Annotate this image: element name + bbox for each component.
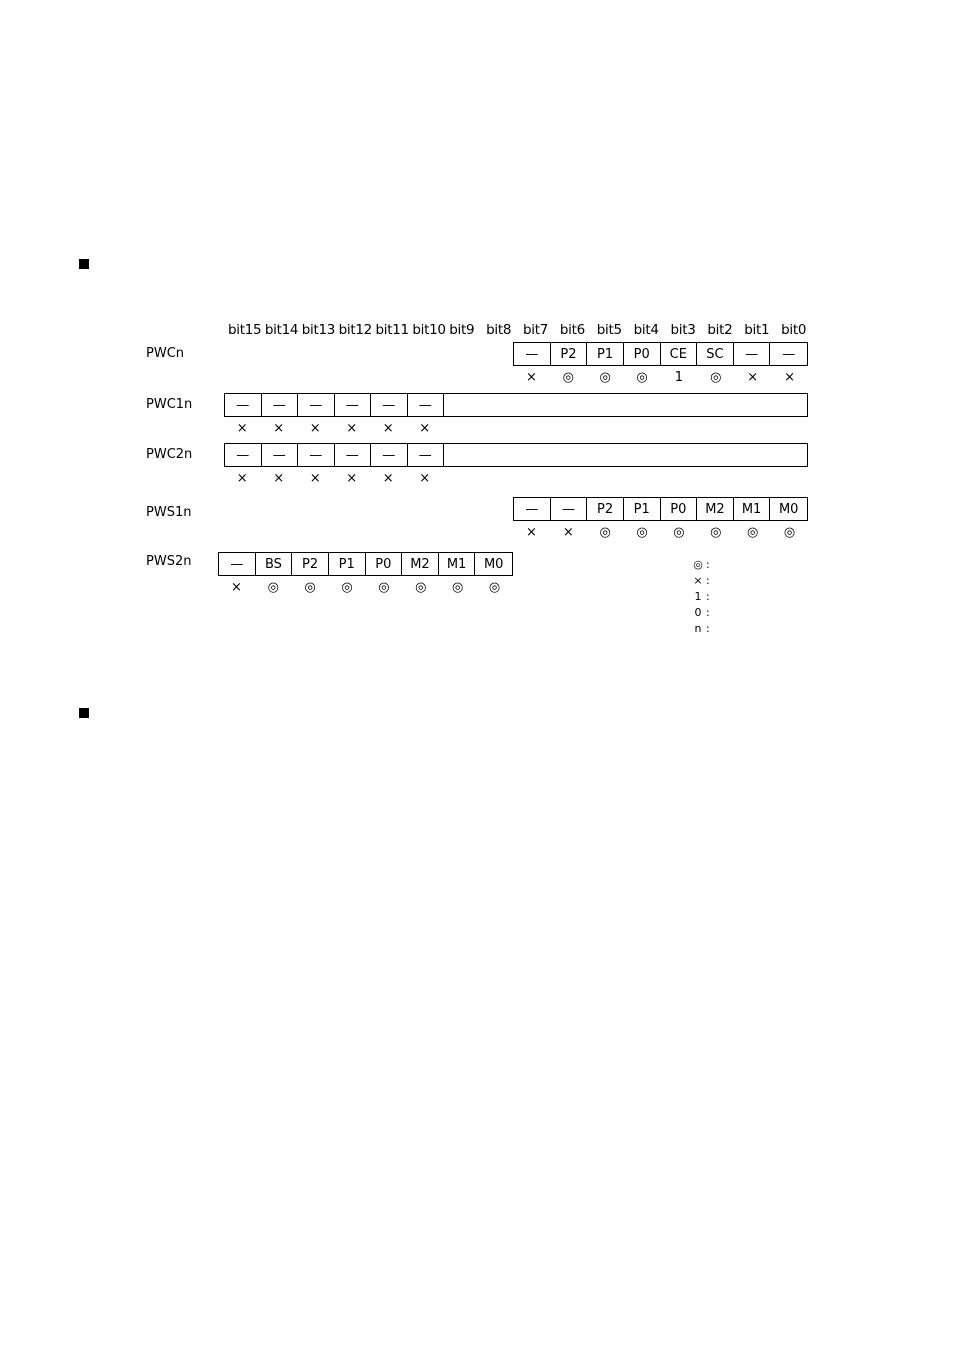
bit-label: bit6 [559,322,585,338]
bit-label: bit2 [707,322,733,338]
register-bit-cell: M0 [483,556,504,572]
legend-colon: : [706,606,710,619]
access-mark: × [346,470,358,486]
register-bit-cell: — [408,444,445,466]
access-mark: ◎ [562,369,574,385]
access-mark: ◎ [747,524,759,540]
register-bit-cell: CE [661,343,698,365]
access-mark: × [273,420,285,436]
legend-symbol: n [694,622,702,635]
bit-label: bit5 [596,322,622,338]
register-bit-cell: M2 [402,553,439,575]
access-mark: ◎ [341,579,353,595]
bit-label: bit10 [412,322,446,338]
access-mark: × [382,470,394,486]
access-mark: × [236,470,248,486]
register-bit-cell: P2 [292,553,329,575]
access-mark: × [419,420,431,436]
access-mark: ◎ [710,524,722,540]
access-mark: × [309,470,321,486]
register-bit-cell: P1 [587,343,624,365]
legend-row [690,574,750,590]
register-bit-cell: M0 [778,501,799,517]
register-bit-cell: — [782,346,796,362]
access-mark: ◎ [599,369,611,385]
register-bit-cell: — [225,394,262,416]
register-bit-cell: BS [256,553,293,575]
bit-labels [226,322,816,340]
access-mark: × [346,420,358,436]
legend-row [690,606,750,622]
bit-label: bit15 [228,322,262,338]
access-mark: ◎ [267,579,279,595]
register-bit-cell: — [262,394,299,416]
access-mark: × [230,579,242,595]
register-bit-cell: — [298,444,335,466]
access-mark: ◎ [415,579,427,595]
legend-symbol: × [693,574,703,587]
legend-row [690,622,750,638]
access-mark: ◎ [378,579,390,595]
register-bit-cell: SC [697,343,734,365]
access-mark: ◎ [488,579,501,595]
bit-label: bit4 [633,322,659,338]
register-bit-cell: — [408,394,445,416]
register-pwcn [513,342,808,366]
register-name-pwcn: PWCn [146,346,185,361]
register-pws1n [513,497,808,521]
register-bit-cell: P0 [661,498,698,520]
register-unused-area [444,444,807,466]
register-bit-cell: — [734,343,771,365]
legend-colon: : [706,558,710,571]
legend-symbol: 1 [694,590,702,603]
bit-label: bit0 [781,322,807,338]
bit-label: bit9 [449,322,475,338]
bit-label: bit14 [264,322,299,338]
access-mark: ◎ [452,579,464,595]
register-bit-cell: P2 [551,343,588,365]
bit-label: bit13 [301,322,336,338]
access-mark: ◎ [710,369,722,385]
register-bit-cell: — [551,498,588,520]
bit-label: bit1 [744,322,770,338]
access-mark: × [273,470,285,486]
bit-label: bit12 [338,322,372,338]
access-mark: ◎ [636,524,648,540]
register-bit-cell: — [335,394,372,416]
access-mark: × [419,470,431,486]
marks-pws1n [513,524,808,540]
bit-label: bit7 [523,322,549,338]
marks-pws2n [218,579,513,595]
access-mark: ◎ [673,524,685,540]
legend-row [690,558,750,574]
register-bit-cell: P0 [366,553,403,575]
register-name-pwc1n: PWC1n [146,397,193,412]
access-mark: × [525,369,537,385]
register-bit-cell: M1 [439,553,476,575]
register-bit-cell: P2 [587,498,624,520]
access-mark: ◎ [636,369,648,385]
register-bit-cell: P1 [329,553,366,575]
register-bit-cell: P1 [624,498,661,520]
access-mark: × [747,369,759,385]
legend-symbol: 0 [694,606,702,619]
register-name-pwc2n: PWC2n [146,447,193,462]
register-bit-cell: M1 [734,498,771,520]
access-mark: × [562,524,574,540]
legend-colon: : [706,622,710,635]
access-mark: 1 [674,369,684,385]
register-name-pws2n: PWS2n [146,554,192,569]
register-bit-cell: — [225,444,262,466]
register-bit-cell: — [371,444,408,466]
legend-colon: : [706,574,710,587]
bit-label: bit11 [375,322,409,338]
register-name-pws1n: PWS1n [146,505,192,520]
access-mark: × [309,420,321,436]
access-mark: ◎ [304,579,316,595]
legend-symbol: ◎ [693,558,703,571]
marks-pwc2n [224,470,443,486]
section-bullet-icon [79,259,89,269]
bit-label: bit3 [670,322,696,338]
register-pws2n [218,552,513,576]
register-unused-area [444,394,807,416]
legend-colon: : [706,590,710,603]
access-mark: × [784,369,796,385]
access-mark: ◎ [783,524,796,540]
register-bit-cell: M2 [697,498,734,520]
register-bit-cell: — [298,394,335,416]
register-bit-cell: — [514,343,551,365]
legend [690,558,750,638]
legend-row [690,590,750,606]
register-bit-cell: P0 [624,343,661,365]
bit-label: bit8 [486,322,512,338]
register-pwc2n [224,443,808,467]
access-mark: × [382,420,394,436]
access-mark: × [525,524,537,540]
register-bit-cell: — [219,553,256,575]
marks-pwc1n [224,420,443,436]
marks-pwcn [513,369,808,385]
register-pwc1n [224,393,808,417]
register-bit-cell: — [371,394,408,416]
access-mark: ◎ [599,524,611,540]
register-bit-cell: — [335,444,372,466]
access-mark: × [236,420,248,436]
section-bullet-icon [79,708,89,718]
register-bit-cell: — [514,498,551,520]
register-bit-cell: — [262,444,299,466]
